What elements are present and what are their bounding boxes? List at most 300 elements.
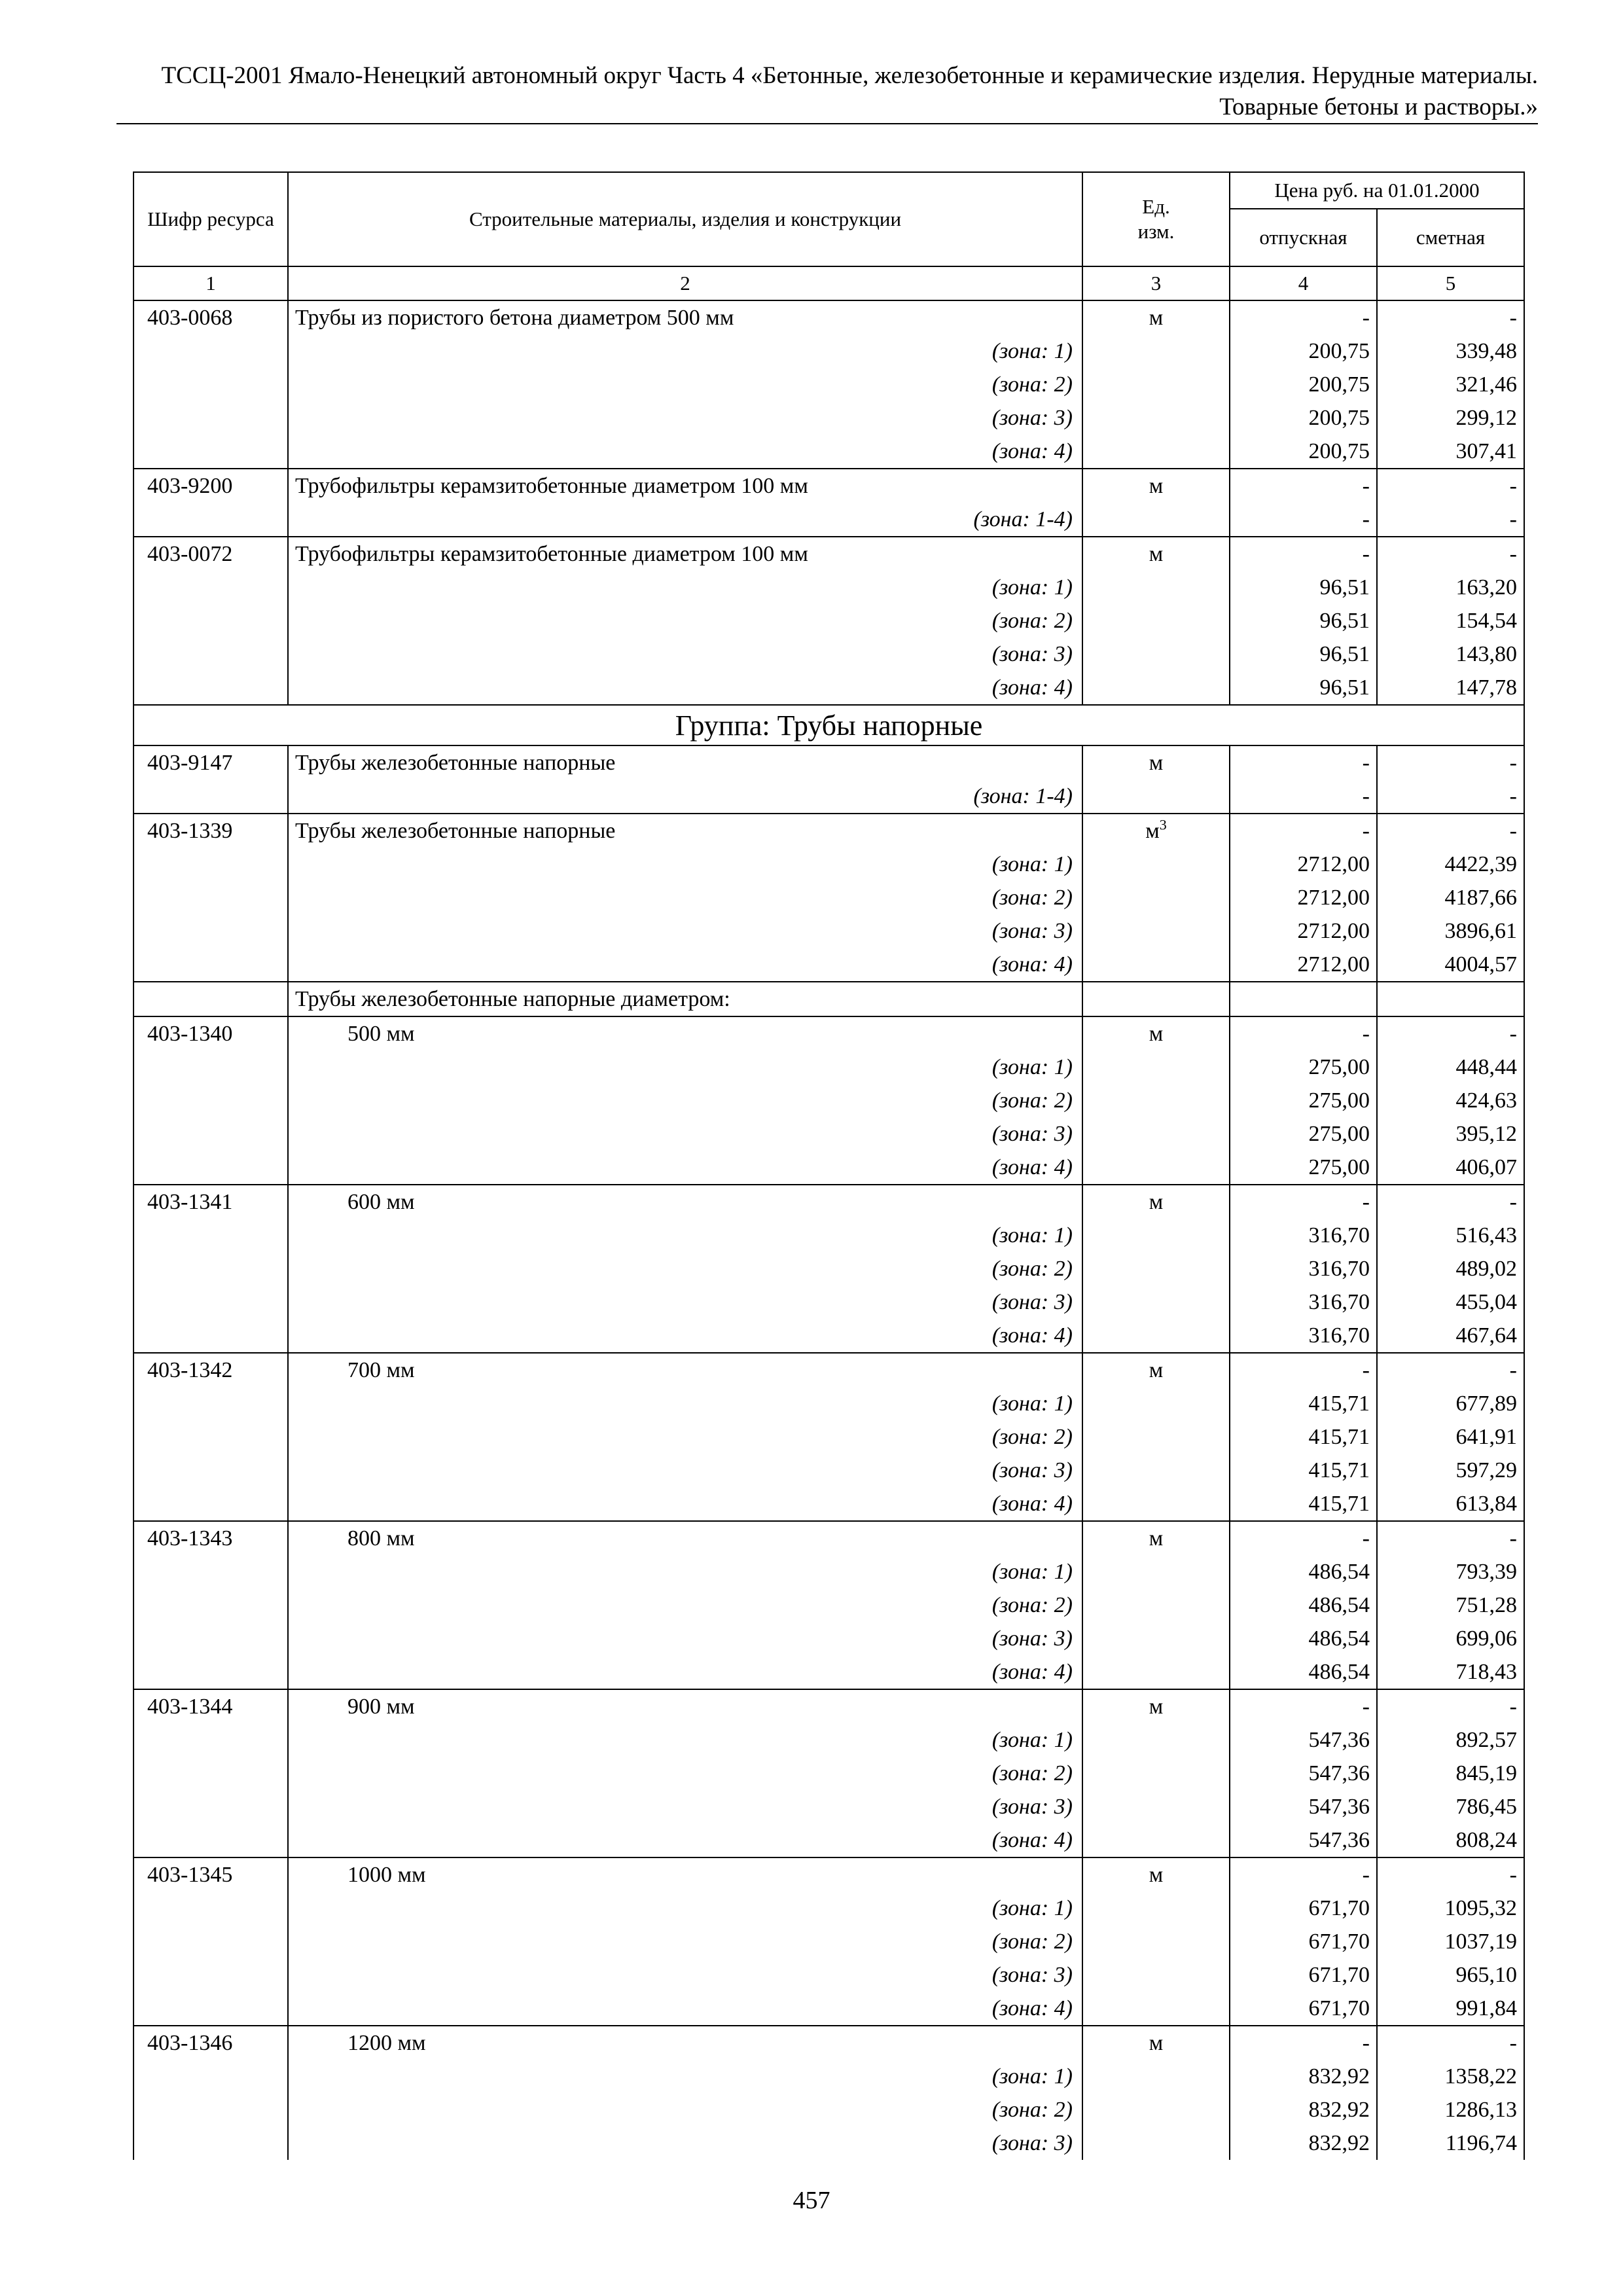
estimate-price: -: [1377, 1016, 1524, 1050]
subheading-unit-cell: [1082, 982, 1230, 1016]
estimate-price: -: [1377, 814, 1524, 848]
zone-code-cell: [134, 637, 288, 671]
estimate-price: 699,06: [1377, 1622, 1524, 1655]
subheading-body: [134, 982, 1524, 1016]
zone-unit-cell: [1082, 2060, 1230, 2093]
estimate-price: 424,63: [1377, 1084, 1524, 1117]
zone-code-cell: [134, 1454, 288, 1487]
zone-code-cell: [134, 914, 288, 948]
zone-unit-cell: [1082, 1555, 1230, 1588]
release-price: 200,75: [1230, 368, 1377, 401]
zone-row: [134, 2126, 1524, 2160]
release-price: 415,71: [1230, 1487, 1377, 1521]
zone-unit-cell: [1082, 1151, 1230, 1185]
release-price: 316,70: [1230, 1319, 1377, 1353]
zone-code-cell: [134, 1622, 288, 1655]
resource-code: 403-1345: [134, 1857, 288, 1892]
zone-code-cell: [134, 881, 288, 914]
release-price: -: [1230, 1521, 1377, 1555]
zone-row: [134, 1723, 1524, 1757]
zone-label: (зона: 2): [288, 1084, 1082, 1117]
zone-label: (зона: 1): [288, 571, 1082, 604]
unit-cell: [1082, 300, 1230, 334]
unit: м: [1149, 306, 1164, 330]
zone-code-cell: [134, 1319, 288, 1353]
release-price: 275,00: [1230, 1084, 1377, 1117]
release-price: 547,36: [1230, 1823, 1377, 1857]
zone-code-cell: [134, 1387, 288, 1420]
zone-code-cell: [134, 1487, 288, 1521]
zone-label: (зона: 3): [288, 2126, 1082, 2160]
zone-unit-cell: [1082, 881, 1230, 914]
zone-label: (зона: 3): [288, 1285, 1082, 1319]
zone-code-cell: [134, 435, 288, 469]
unit-cell: [1082, 745, 1230, 780]
zone-label: (зона: 2): [288, 1925, 1082, 1958]
estimate-price: 808,24: [1377, 1823, 1524, 1857]
item-row: [134, 537, 1524, 571]
material-name: Трубофильтры керамзитобетонные диаметром 100 мм: [288, 537, 1082, 571]
zone-label: (зона: 3): [288, 1454, 1082, 1487]
zone-code-cell: [134, 848, 288, 881]
zone-row: [134, 1084, 1524, 1117]
release-price: 96,51: [1230, 671, 1377, 705]
estimate-price: 321,46: [1377, 368, 1524, 401]
zone-unit-cell: [1082, 1117, 1230, 1151]
zone-unit-cell: [1082, 368, 1230, 401]
unit-cell: [1082, 1689, 1230, 1723]
unit-cell: [1082, 469, 1230, 503]
zone-code-cell: [134, 1992, 288, 2026]
zone-code-cell: [134, 1252, 288, 1285]
release-price: 486,54: [1230, 1622, 1377, 1655]
zone-row: [134, 1622, 1524, 1655]
zone-unit-cell: [1082, 780, 1230, 814]
release-price: 486,54: [1230, 1655, 1377, 1689]
estimate-price: 395,12: [1377, 1117, 1524, 1151]
col-index: 2: [288, 266, 1082, 300]
estimate-price: 4187,66: [1377, 881, 1524, 914]
zone-label: (зона: 4): [288, 1487, 1082, 1521]
release-price: 832,92: [1230, 2093, 1377, 2126]
resource-code: 403-1343: [134, 1521, 288, 1555]
item-row: [134, 1185, 1524, 1219]
estimate-price: 4004,57: [1377, 948, 1524, 982]
release-price: -: [1230, 1857, 1377, 1892]
estimate-price: 641,91: [1377, 1420, 1524, 1454]
release-price: -: [1230, 537, 1377, 571]
release-price: -: [1230, 1353, 1377, 1387]
zone-label: (зона: 4): [288, 1655, 1082, 1689]
estimate-price: -: [1377, 300, 1524, 334]
unit: м: [1145, 819, 1160, 843]
estimate-price: -: [1377, 1689, 1524, 1723]
zone-row: [134, 1925, 1524, 1958]
unit: м: [1149, 1863, 1164, 1887]
header-line-1: ТССЦ-2001 Ямало-Ненецкий автономный округ Часть 4 «Бетонные, железобетонные и керамические изделия. Нерудные материалы.: [161, 62, 1538, 89]
zone-row: [134, 571, 1524, 604]
item-row: [134, 1016, 1524, 1050]
zone-label: (зона: 3): [288, 1117, 1082, 1151]
release-price: -: [1230, 1689, 1377, 1723]
zone-code-cell: [134, 1151, 288, 1185]
estimate-price: 1358,22: [1377, 2060, 1524, 2093]
release-price: 200,75: [1230, 401, 1377, 435]
release-price: 415,71: [1230, 1454, 1377, 1487]
col-index: 5: [1377, 266, 1524, 300]
col-head-release: отпускная: [1230, 209, 1377, 266]
zone-row: [134, 334, 1524, 368]
estimate-price: -: [1377, 469, 1524, 503]
material-name: 800 мм: [288, 1521, 1082, 1555]
release-price: 547,36: [1230, 1790, 1377, 1823]
header-rule: [116, 123, 1538, 124]
item-row: [134, 469, 1524, 503]
zone-label: (зона: 2): [288, 368, 1082, 401]
zone-row: [134, 848, 1524, 881]
estimate-price: 1286,13: [1377, 2093, 1524, 2126]
release-price: 671,70: [1230, 1925, 1377, 1958]
column-index-row: [134, 266, 1524, 300]
item-row: [134, 745, 1524, 780]
zone-unit-cell: [1082, 1655, 1230, 1689]
zone-code-cell: [134, 604, 288, 637]
zone-row: [134, 914, 1524, 948]
zone-row: [134, 1151, 1524, 1185]
unit: м: [1149, 1526, 1164, 1551]
estimate-price: -: [1377, 1185, 1524, 1219]
zone-code-cell: [134, 1588, 288, 1622]
zone-code-cell: [134, 1117, 288, 1151]
release-price: -: [1230, 2026, 1377, 2060]
unit: м: [1149, 542, 1164, 566]
estimate-price: 991,84: [1377, 1992, 1524, 2026]
material-name: Трубы из пористого бетона диаметром 500 мм: [288, 300, 1082, 334]
zone-row: [134, 604, 1524, 637]
zone-label: (зона: 4): [288, 671, 1082, 705]
zone-code-cell: [134, 1285, 288, 1319]
subheading-price-cell: [1377, 982, 1524, 1016]
estimate-price: 143,80: [1377, 637, 1524, 671]
release-price: 486,54: [1230, 1588, 1377, 1622]
release-price: 275,00: [1230, 1151, 1377, 1185]
zone-label: (зона: 2): [288, 604, 1082, 637]
unit-cell: [1082, 537, 1230, 571]
resource-code: 403-0072: [134, 537, 288, 571]
zone-code-cell: [134, 671, 288, 705]
estimate-price: 154,54: [1377, 604, 1524, 637]
zone-label: (зона: 4): [288, 435, 1082, 469]
zone-code-cell: [134, 1084, 288, 1117]
zone-code-cell: [134, 1757, 288, 1790]
release-price: 200,75: [1230, 435, 1377, 469]
group-title: Группа: Трубы напорные: [134, 705, 1524, 745]
release-price: 415,71: [1230, 1387, 1377, 1420]
resource-code: 403-9147: [134, 745, 288, 780]
zone-code-cell: [134, 1555, 288, 1588]
release-price: 486,54: [1230, 1555, 1377, 1588]
section-1-body: [134, 300, 1524, 705]
zone-code-cell: [134, 401, 288, 435]
zone-unit-cell: [1082, 1319, 1230, 1353]
zone-code-cell: [134, 1655, 288, 1689]
zone-unit-cell: [1082, 1219, 1230, 1252]
zone-row: [134, 1992, 1524, 2026]
zone-row: [134, 1319, 1524, 1353]
resource-code: 403-1344: [134, 1689, 288, 1723]
estimate-price: -: [1377, 780, 1524, 814]
zone-unit-cell: [1082, 1790, 1230, 1823]
release-price: -: [1230, 745, 1377, 780]
unit: м: [1149, 2031, 1164, 2055]
zone-code-cell: [134, 948, 288, 982]
zone-unit-cell: [1082, 503, 1230, 537]
zone-row: [134, 637, 1524, 671]
resource-code: 403-9200: [134, 469, 288, 503]
zone-row: [134, 1387, 1524, 1420]
zone-unit-cell: [1082, 671, 1230, 705]
resource-code: 403-1346: [134, 2026, 288, 2060]
zone-unit-cell: [1082, 1050, 1230, 1084]
page-number: 457: [793, 2187, 830, 2214]
material-name: Трубы железобетонные напорные: [288, 745, 1082, 780]
zone-label: (зона: 1-4): [288, 780, 1082, 814]
zone-row: [134, 1655, 1524, 1689]
zone-label: (зона: 1): [288, 1387, 1082, 1420]
material-name: Трубы железобетонные напорные: [288, 814, 1082, 848]
zone-unit-cell: [1082, 1757, 1230, 1790]
zone-unit-cell: [1082, 334, 1230, 368]
release-price: 96,51: [1230, 571, 1377, 604]
release-price: -: [1230, 780, 1377, 814]
resource-code: 403-1339: [134, 814, 288, 848]
zone-row: [134, 881, 1524, 914]
release-price: 547,36: [1230, 1757, 1377, 1790]
col-head-estimate: сметная: [1377, 209, 1524, 266]
zone-label: (зона: 4): [288, 1992, 1082, 2026]
estimate-price: -: [1377, 2026, 1524, 2060]
zone-label: (зона: 4): [288, 1151, 1082, 1185]
release-price: 96,51: [1230, 637, 1377, 671]
zone-row: [134, 1117, 1524, 1151]
item-row: [134, 300, 1524, 334]
release-price: -: [1230, 469, 1377, 503]
estimate-price: 4422,39: [1377, 848, 1524, 881]
zone-unit-cell: [1082, 2126, 1230, 2160]
zone-label: (зона: 1): [288, 1723, 1082, 1757]
unit: м: [1149, 1022, 1164, 1046]
release-price: 2712,00: [1230, 914, 1377, 948]
release-price: 200,75: [1230, 334, 1377, 368]
zone-unit-cell: [1082, 1454, 1230, 1487]
zone-row: [134, 435, 1524, 469]
release-price: 547,36: [1230, 1723, 1377, 1757]
release-price: 275,00: [1230, 1050, 1377, 1084]
zone-row: [134, 948, 1524, 982]
zone-code-cell: [134, 1823, 288, 1857]
zone-label: (зона: 3): [288, 1622, 1082, 1655]
zone-unit-cell: [1082, 1420, 1230, 1454]
zone-row: [134, 1050, 1524, 1084]
zone-label: (зона: 4): [288, 1823, 1082, 1857]
zone-label: (зона: 2): [288, 1588, 1082, 1622]
zone-row: [134, 2060, 1524, 2093]
item-row: [134, 1353, 1524, 1387]
header-line-2: Товарные бетоны и растворы.»: [1219, 94, 1538, 120]
estimate-price: -: [1377, 503, 1524, 537]
zone-row: [134, 2093, 1524, 2126]
zone-row: [134, 1487, 1524, 1521]
zone-unit-cell: [1082, 604, 1230, 637]
release-price: -: [1230, 814, 1377, 848]
estimate-price: 718,43: [1377, 1655, 1524, 1689]
zone-code-cell: [134, 780, 288, 814]
estimate-price: 163,20: [1377, 571, 1524, 604]
estimate-price: 845,19: [1377, 1757, 1524, 1790]
zone-label: (зона: 2): [288, 1252, 1082, 1285]
estimate-price: 307,41: [1377, 435, 1524, 469]
release-price: 671,70: [1230, 1992, 1377, 2026]
zone-row: [134, 1757, 1524, 1790]
unit-cell: [1082, 1185, 1230, 1219]
col-head-price: Цена руб. на 01.01.2000: [1230, 172, 1524, 209]
zone-row: [134, 780, 1524, 814]
zone-unit-cell: [1082, 1958, 1230, 1992]
release-price: 275,00: [1230, 1117, 1377, 1151]
estimate-price: 751,28: [1377, 1588, 1524, 1622]
subheading-text: Трубы железобетонные напорные диаметром:: [288, 982, 1082, 1016]
unit: м: [1149, 474, 1164, 498]
release-price: -: [1230, 300, 1377, 334]
zone-code-cell: [134, 1925, 288, 1958]
unit: м: [1149, 1695, 1164, 1719]
subheading-price-cell: [1230, 982, 1377, 1016]
price-table: [133, 171, 1525, 2160]
zone-label: (зона: 1): [288, 334, 1082, 368]
release-price: 671,70: [1230, 1958, 1377, 1992]
zone-row: [134, 1790, 1524, 1823]
zone-label: (зона: 4): [288, 1319, 1082, 1353]
release-price: 316,70: [1230, 1252, 1377, 1285]
estimate-price: 786,45: [1377, 1790, 1524, 1823]
zone-row: [134, 1420, 1524, 1454]
zone-unit-cell: [1082, 401, 1230, 435]
zone-code-cell: [134, 1892, 288, 1925]
estimate-price: 965,10: [1377, 1958, 1524, 1992]
zone-row: [134, 1555, 1524, 1588]
col-head-unit: Ед. изм.: [1082, 172, 1230, 266]
zone-row: [134, 1892, 1524, 1925]
zone-label: (зона: 1): [288, 1555, 1082, 1588]
estimate-price: 1095,32: [1377, 1892, 1524, 1925]
zone-row: [134, 401, 1524, 435]
unit-cell: [1082, 1857, 1230, 1892]
release-price: 415,71: [1230, 1420, 1377, 1454]
item-row: [134, 1857, 1524, 1892]
zone-unit-cell: [1082, 848, 1230, 881]
release-price: 96,51: [1230, 604, 1377, 637]
zone-row: [134, 1252, 1524, 1285]
zone-label: (зона: 2): [288, 2093, 1082, 2126]
unit-cell: [1082, 1016, 1230, 1050]
zone-unit-cell: [1082, 1925, 1230, 1958]
release-price: -: [1230, 1016, 1377, 1050]
zone-label: (зона: 2): [288, 1420, 1082, 1454]
group-heading-body: [134, 705, 1524, 745]
zone-label: (зона: 2): [288, 881, 1082, 914]
resource-code: 403-0068: [134, 300, 288, 334]
zone-unit-cell: [1082, 1723, 1230, 1757]
zone-code-cell: [134, 1723, 288, 1757]
material-name: Трубофильтры керамзитобетонные диаметром 100 мм: [288, 469, 1082, 503]
release-price: 316,70: [1230, 1285, 1377, 1319]
zone-code-cell: [134, 368, 288, 401]
zone-unit-cell: [1082, 1487, 1230, 1521]
zone-label: (зона: 1): [288, 1219, 1082, 1252]
estimate-price: -: [1377, 537, 1524, 571]
zone-row: [134, 1454, 1524, 1487]
zone-code-cell: [134, 2126, 288, 2160]
release-price: 2712,00: [1230, 848, 1377, 881]
release-price: -: [1230, 503, 1377, 537]
col-index: 4: [1230, 266, 1377, 300]
zone-code-cell: [134, 2060, 288, 2093]
col-head-code: Шифр ресурса: [134, 172, 288, 266]
zone-label: (зона: 2): [288, 1757, 1082, 1790]
zone-code-cell: [134, 1050, 288, 1084]
item-row: [134, 1689, 1524, 1723]
material-name: 900 мм: [288, 1689, 1082, 1723]
estimate-price: 406,07: [1377, 1151, 1524, 1185]
material-name: 1200 мм: [288, 2026, 1082, 2060]
zone-unit-cell: [1082, 1285, 1230, 1319]
unit: м: [1149, 1190, 1164, 1214]
estimate-price: 597,29: [1377, 1454, 1524, 1487]
zone-code-cell: [134, 571, 288, 604]
material-name: 600 мм: [288, 1185, 1082, 1219]
resource-code: 403-1340: [134, 1016, 288, 1050]
resource-code: 403-1342: [134, 1353, 288, 1387]
release-price: -: [1230, 1185, 1377, 1219]
estimate-price: 339,48: [1377, 334, 1524, 368]
zone-unit-cell: [1082, 914, 1230, 948]
col-head-name: Строительные материалы, изделия и конструкции: [288, 172, 1082, 266]
estimate-price: 455,04: [1377, 1285, 1524, 1319]
zone-label: (зона: 1): [288, 1050, 1082, 1084]
estimate-price: -: [1377, 1353, 1524, 1387]
release-price: 2712,00: [1230, 948, 1377, 982]
section-2-body: [134, 745, 1524, 982]
zone-unit-cell: [1082, 1992, 1230, 2026]
zone-unit-cell: [1082, 1588, 1230, 1622]
zone-unit-cell: [1082, 1387, 1230, 1420]
estimate-price: -: [1377, 1857, 1524, 1892]
unit-cell: [1082, 814, 1230, 848]
zone-unit-cell: [1082, 1084, 1230, 1117]
zone-row: [134, 1958, 1524, 1992]
zone-code-cell: [134, 1790, 288, 1823]
estimate-price: 892,57: [1377, 1723, 1524, 1757]
estimate-price: -: [1377, 745, 1524, 780]
unit: м: [1149, 1358, 1164, 1382]
zone-label: (зона: 3): [288, 401, 1082, 435]
item-row: [134, 2026, 1524, 2060]
estimate-price: -: [1377, 1521, 1524, 1555]
col-index: 1: [134, 266, 288, 300]
zone-row: [134, 503, 1524, 537]
zone-code-cell: [134, 2093, 288, 2126]
estimate-price: 448,44: [1377, 1050, 1524, 1084]
